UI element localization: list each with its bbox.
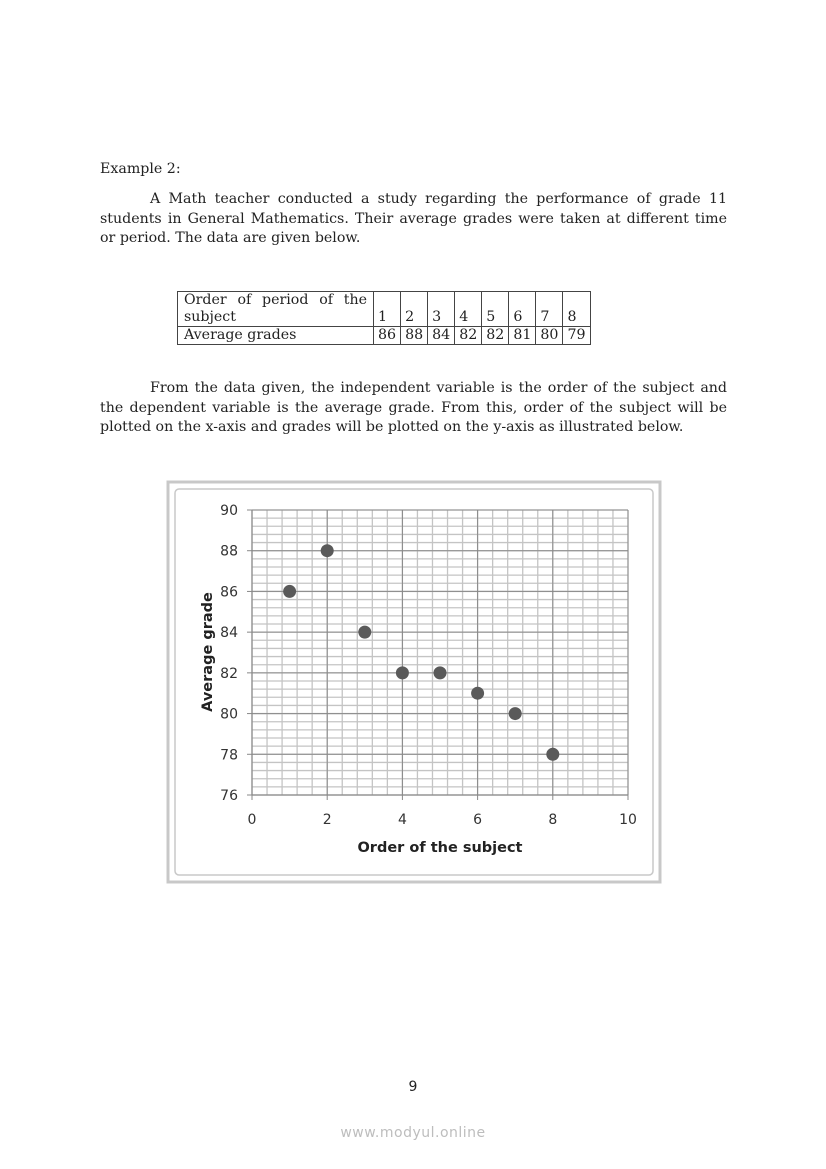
data-point (546, 748, 559, 761)
data-point (358, 626, 371, 639)
watermark: www.modyul.online (340, 1125, 486, 1141)
data-point (509, 707, 522, 720)
scatter-chart (166, 480, 662, 884)
table-cell: 79 (563, 327, 590, 345)
table-header-grades: Average grades (178, 327, 374, 345)
x-tick-label: 6 (473, 812, 483, 828)
data-point (321, 544, 334, 557)
y-tick-label: 78 (220, 747, 238, 764)
x-tick-label: 8 (548, 812, 558, 828)
data-point (471, 687, 484, 700)
y-tick-label: 88 (220, 543, 238, 560)
y-tick-label: 82 (220, 665, 238, 682)
chart-canvas (166, 480, 662, 884)
intro-paragraph: A Math teacher conducted a study regarding the performance of grade 11 students in General Mathematics. Their average grades were taken at different time or period. The data are given below. (100, 191, 727, 246)
y-axis-title: Average grade (200, 592, 216, 712)
table-cell: 3 (428, 292, 455, 327)
example-heading: Example 2: (100, 161, 181, 177)
table-cell: 80 (536, 327, 563, 345)
x-axis-title: Order of the subject (357, 840, 523, 856)
table-header-order: Order of period of the subject (178, 292, 374, 327)
data-point (283, 585, 296, 598)
data-point (396, 666, 409, 679)
y-tick-label: 86 (220, 584, 238, 601)
table-cell: 82 (455, 327, 482, 345)
table-cell: 4 (455, 292, 482, 327)
data-point (434, 666, 447, 679)
table-cell: 88 (401, 327, 428, 345)
table-cell: 5 (482, 292, 509, 327)
y-tick-label: 80 (220, 706, 238, 723)
table-row-grades (178, 327, 591, 345)
y-tick-label: 84 (220, 625, 238, 642)
table-cell: 8 (563, 292, 590, 327)
table-cell: 2 (401, 292, 428, 327)
x-tick-label: 0 (247, 812, 257, 828)
table-cell: 6 (509, 292, 536, 327)
table-cell: 81 (509, 327, 536, 345)
x-tick-label: 2 (322, 812, 332, 828)
page-number: 9 (408, 1079, 418, 1095)
table-row-order (178, 292, 591, 327)
y-tick-label: 76 (220, 788, 238, 804)
table-cell: 7 (536, 292, 563, 327)
table-cell: 86 (374, 327, 401, 345)
x-tick-label: 10 (619, 812, 637, 828)
x-tick-label: 4 (397, 812, 407, 828)
grades-table (177, 291, 591, 345)
y-tick-label: 90 (220, 503, 238, 519)
explanation-paragraph: From the data given, the independent variable is the order of the subject and the dependent variable is the average grade. From this, order of the subject will be plotted on the x-axis and grades will be plotted on the y-axis as illustrated below. (100, 380, 727, 435)
table-cell: 82 (482, 327, 509, 345)
table-cell: 84 (428, 327, 455, 345)
table-cell: 1 (374, 292, 401, 327)
